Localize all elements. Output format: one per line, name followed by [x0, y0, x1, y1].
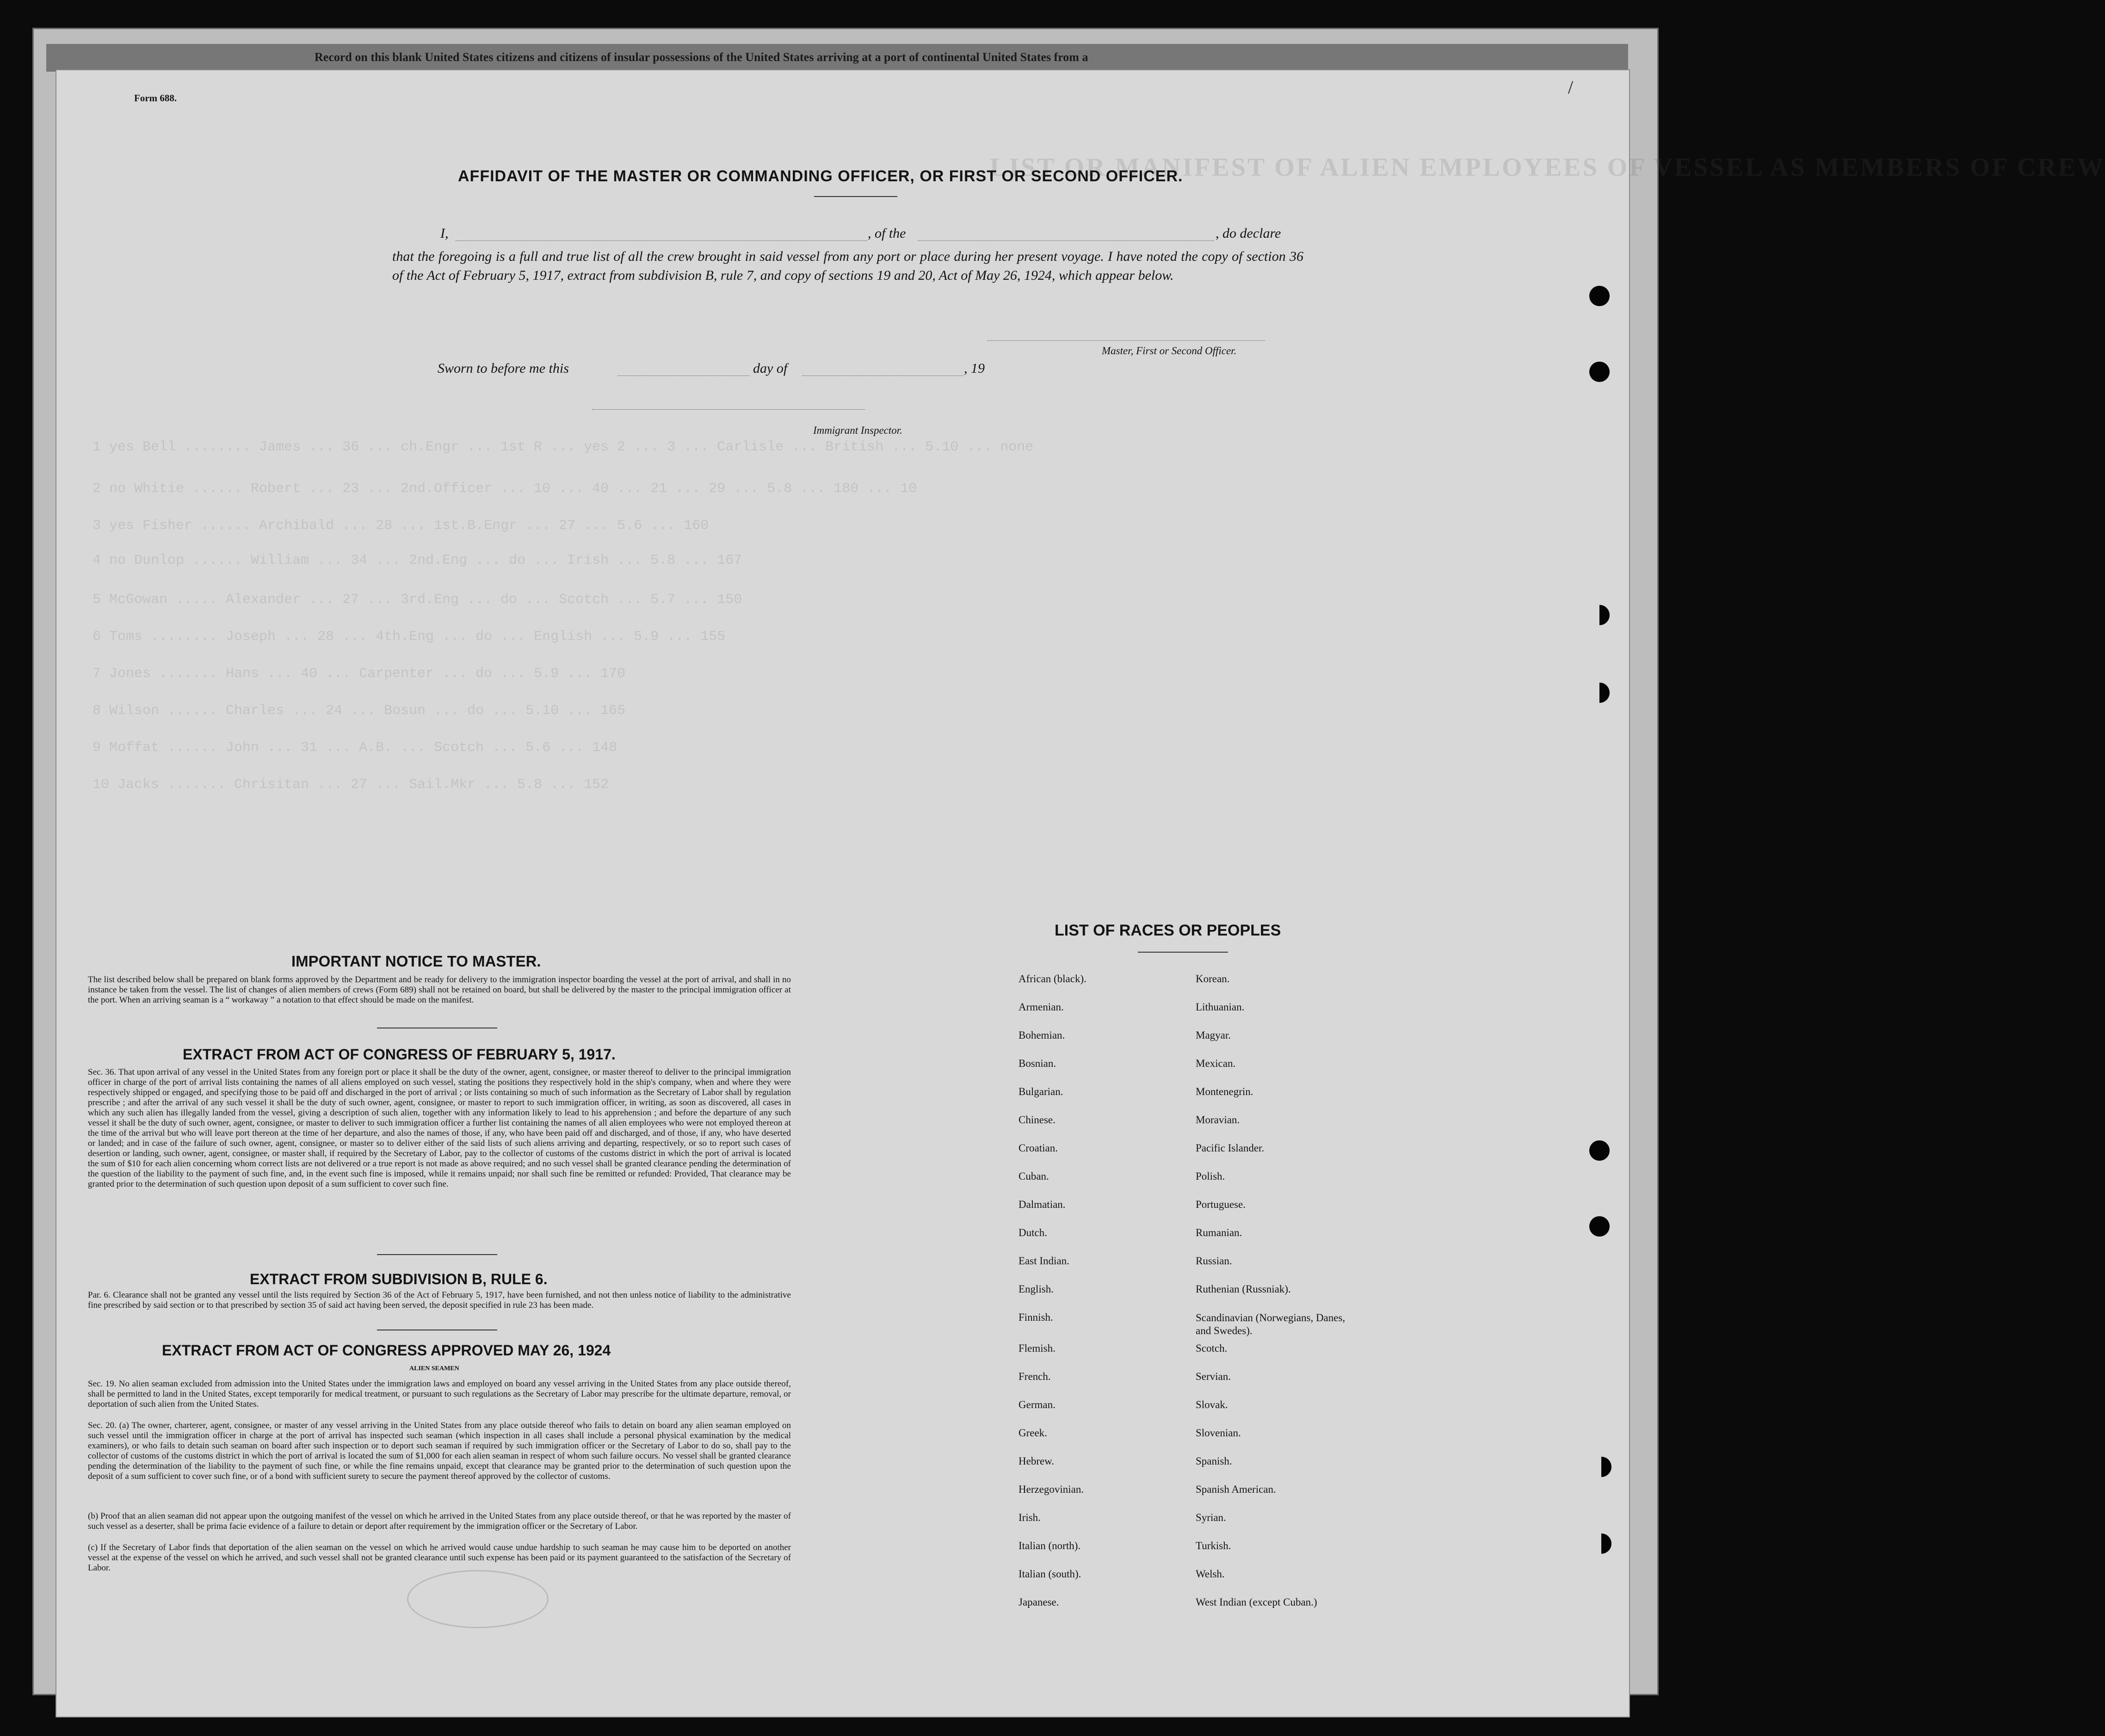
race-item: Bohemian. — [1019, 1029, 1065, 1041]
race-item: Spanish American. — [1196, 1484, 1276, 1495]
master-signature-line — [988, 340, 1265, 341]
race-item: Bosnian. — [1019, 1058, 1056, 1069]
master-signature-label: Master, First or Second Officer. — [1102, 345, 1237, 357]
bleed-through-line: 1 yes Bell ........ James ... 36 ... ch.Engr ... 1st R ... yes 2 ... 3 ... Carlisle ... British ... 5.10 ... none — [93, 439, 1034, 455]
race-item: Rumanian. — [1196, 1227, 1242, 1238]
affidavit-declarant-mid: , of the — [868, 226, 906, 241]
binder-hole — [1589, 362, 1610, 382]
form-number: Form 688. — [134, 92, 177, 104]
race-item: German. — [1019, 1399, 1056, 1410]
extract-1924-sec20b: (b) Proof that an alien seaman did not appear upon the outgoing manifest of the vessel on which he arrived in the United States from any place outside thereof, or that he was reported by the master of such vessel as a deserter, shall be prima facie evidence of a failure to detain or deport after requirement by the immigration officer or the Secretary of Labor. — [88, 1511, 791, 1531]
race-item: East Indian. — [1019, 1255, 1069, 1267]
binder-hole — [1589, 1216, 1610, 1237]
race-item: Japanese. — [1019, 1596, 1059, 1608]
race-item: Dalmatian. — [1019, 1199, 1066, 1210]
race-item: Dutch. — [1019, 1227, 1047, 1238]
bleed-through-line: 5 McGowan ..... Alexander ... 27 ... 3rd.Eng ... do ... Scotch ... 5.7 ... 150 — [93, 592, 742, 608]
inspector-signature-line — [592, 409, 865, 410]
race-item: Moravian. — [1196, 1114, 1240, 1126]
race-item: Pacific Islander. — [1196, 1142, 1265, 1154]
bleed-through-line: 3 yes Fisher ...... Archibald ... 28 ... 1st.B.Engr ... 27 ... 5.6 ... 160 — [93, 518, 709, 534]
declarant-name-blank — [456, 240, 867, 241]
race-item: West Indian (except Cuban.) — [1196, 1596, 1317, 1608]
race-item: Servian. — [1196, 1371, 1231, 1382]
bleed-through-heading: LIST OR MANIFEST OF ALIEN EMPLOYEES OF VESSEL AS MEMBERS OF CREW — [990, 153, 2105, 182]
sworn-statement-day: day of — [753, 361, 788, 376]
binder-hole — [1589, 683, 1610, 703]
bleed-through-line: 10 Jacks ....... Chrisitan ... 27 ... Sail.Mkr ... 5.8 ... 152 — [93, 777, 609, 793]
race-item: Bulgarian. — [1019, 1086, 1063, 1097]
race-item: French. — [1019, 1371, 1051, 1382]
race-item: Slovenian. — [1196, 1427, 1241, 1439]
underlying-header-text: Record on this blank United States citizens and citizens of insular possessions of the United States arriving at a port of continental United States from a — [315, 50, 1088, 64]
race-item: Polish. — [1196, 1170, 1225, 1182]
race-item: Scotch. — [1196, 1342, 1228, 1354]
pencil-mark: / — [1568, 77, 1574, 98]
divider — [1138, 952, 1228, 953]
race-item: Slovak. — [1196, 1399, 1228, 1410]
binder-hole — [1589, 1140, 1610, 1161]
race-item: Hebrew. — [1019, 1455, 1055, 1467]
underlying-header-strip — [46, 44, 1628, 72]
binder-hole — [1589, 605, 1610, 625]
race-item: Magyar. — [1196, 1029, 1231, 1041]
sworn-statement-year: , 19 — [964, 361, 985, 376]
sworn-statement-start: Sworn to before me this — [438, 361, 569, 376]
race-item: Finnish. — [1019, 1311, 1053, 1323]
race-item: Italian (north). — [1019, 1540, 1081, 1551]
race-item: Turkish. — [1196, 1540, 1231, 1551]
bleed-through-line: 4 no Dunlop ...... William ... 34 ... 2nd.Eng ... do ... Irish ... 5.8 ... 167 — [93, 553, 742, 568]
extract-1924-sec20a: Sec. 20. (a) The owner, charterer, agent, consignee, or master of any vessel arriving in the United States from any place outside thereof who fails to detain on board any alien seaman employed on such vessel until the immigration officer in charge at the port of arrival has inspected such seaman (which inspection in all cases shall include a personal physical examination by the medical examiners), or who fails to detain such seaman on board after such inspection or to deport such seaman if required by such immigration officer or the Secretary of Labor to do so, shall pay to the collector of customs of the customs district in which the port of arrival is located the sum of $1,000 for each alien seaman in respect of whom such failure occurs. No vessel shall be granted clearance pending the determination of the liability to the payment of such fine, or while the fine remains unpaid, except that clearance may be granted prior to the determination of such question upon the deposit of a sum sufficient to cover such fine, or of a bond with sufficient surety to secure the payment thereof approved by the collector of customs. — [88, 1421, 791, 1481]
extract-1924-sec20c: (c) If the Secretary of Labor finds that deportation of the alien seaman on the vessel on which he arrived would cause undue hardship to such seaman he may cause him to be deported on another vessel at the expense of the vessel on which he arrived, and such vessel shall not be granted clearance until such expense has been paid or its payment guaranteed to the satisfaction of the Secretary of Labor. — [88, 1543, 791, 1573]
race-item: Welsh. — [1196, 1568, 1225, 1580]
extract-1924-title: EXTRACT FROM ACT OF CONGRESS APPROVED MAY 26, 1924 — [162, 1342, 611, 1359]
faded-stamp — [407, 1570, 549, 1628]
race-item: Montenegrin. — [1196, 1086, 1253, 1097]
race-item: Spanish. — [1196, 1455, 1232, 1467]
races-left-column — [1019, 973, 1086, 1625]
race-item: Croatian. — [1019, 1142, 1058, 1154]
races-right-column — [1196, 973, 1362, 1625]
extract-1924-sec19: Sec. 19. No alien seaman excluded from admission into the United States under the immigration laws and employed on board any vessel arriving in the United States from any place outside thereof, shall be permitted to land in the United States, except temporarily for medical treatment, or pursuant to such regulations as the Secretary of Labor may prescribe for the ultimate departure, removal, or deportation of such alien from the United States. — [88, 1379, 791, 1409]
race-item: Greek. — [1019, 1427, 1047, 1439]
inspector-signature-label: Immigrant Inspector. — [813, 425, 902, 436]
race-item: English. — [1019, 1283, 1054, 1295]
affidavit-declarant-start: I, — [440, 226, 449, 241]
affidavit-body: that the foregoing is a full and true list of all the crew brought in said vessel from any port or place during her present voyage. I have noted the copy of section 36 of the Act of February 5, 1917, extract from subdivision B, rule 7, and copy of sections 19 and 20, Act of May 26, 1924, which appear below. — [392, 249, 1303, 283]
race-item: Cuban. — [1019, 1170, 1049, 1182]
notice-title: IMPORTANT NOTICE TO MASTER. — [291, 953, 541, 970]
race-item: Lithuanian. — [1196, 1001, 1245, 1013]
rule6-title: EXTRACT FROM SUBDIVISION B, RULE 6. — [250, 1271, 548, 1287]
affidavit-declarant-end: , do declare — [1216, 226, 1281, 241]
race-item: Ruthenian (Russniak). — [1196, 1283, 1291, 1295]
race-item: Scandinavian (Norwegians, Danes, and Swedes). — [1196, 1312, 1346, 1336]
race-item: Armenian. — [1019, 1001, 1064, 1013]
race-item: Korean. — [1196, 973, 1230, 985]
race-item: Flemish. — [1019, 1342, 1056, 1354]
bleed-through-line: 9 Moffat ...... John ... 31 ... A.B. ... Scotch ... 5.6 ... 148 — [93, 740, 617, 756]
race-item: Russian. — [1196, 1255, 1232, 1267]
divider — [377, 1254, 497, 1255]
affidavit-title: AFFIDAVIT OF THE MASTER OR COMMANDING OFFICER, OR FIRST OR SECOND OFFICER. — [458, 167, 1183, 185]
races-title: LIST OF RACES OR PEOPLES — [1055, 922, 1281, 939]
binder-hole — [1589, 286, 1610, 306]
divider — [814, 196, 897, 197]
extract-1917-text: Sec. 36. That upon arrival of any vessel in the United States from any foreign port or place it shall be the duty of the owner, agent, consignee, or master thereof to deliver to the principal immigration officer in charge of the port of arrival lists containing the names of all aliens employed on such vessel, stating the positions they respectively hold in the ship's company, when and where they were respectively shipped or engaged, and specifying those to be paid off and discharged in the port of arrival ; or lists containing so much of such information as the Secretary of Labor shall by regulation prescribe ; and after the arrival of any such vessel it shall be the duty of such owner, agent, consignee, or master to report to such immigration officer, in writing, as soon as discovered, all cases in which any such alien has illegally landed from the vessel, giving a description of such alien, together with any information likely to lead to his apprehension ; and before the departure of any such vessel it shall be the duty of such owner, agent, consignee, or master to deliver to such immigration officer a further list containing the names of all alien employees who were not employed thereon at the time of the arrival but who will leave port thereon at the time of her departure, and also the names of those, if any, who have been paid off and discharged, and of those, if any, who have deserted or landed; and in case of the failure of such owner, agent, consignee, or master so to deliver either of the said lists of such aliens arriving and departing, respectively, or so to report such cases of desertion or landing, such owner, agent, consignee, or master shall, if required by the Secretary of Labor, pay to the collector of customs of the customs district in which the port of arrival is located the sum of $10 for each alien concerning whom correct lists are not delivered or a true report is not made as above required; and no such vessel shall be granted clearance pending the determination of the question of the liability to the payment of such fine, and, in the event such fine is imposed, while it remains unpaid; nor shall such fine be remitted or refunded: Provided, That clearance may be granted prior to the determination of such question upon deposit of a sum sufficient to cover such fine. — [88, 1067, 791, 1189]
rule6-text: Par. 6. Clearance shall not be granted any vessel until the lists required by Section 36 of the Act of February 5, 1917, have been furnished, and not then unless notice of liability to the administrative fine prescribed by said section or to that prescribed by section 35 of said act having been served, the deposit specified in rule 23 has been made. — [88, 1290, 791, 1310]
race-item: Mexican. — [1196, 1058, 1236, 1069]
race-item: Irish. — [1019, 1512, 1041, 1523]
race-item: Chinese. — [1019, 1114, 1056, 1126]
race-item: Herzegovinian. — [1019, 1484, 1084, 1495]
bleed-through-line: 7 Jones ....... Hans ... 40 ... Carpenter ... do ... 5.9 ... 170 — [93, 666, 626, 682]
race-item: Syrian. — [1196, 1512, 1226, 1523]
race-item: Portuguese. — [1196, 1199, 1246, 1210]
bleed-through-line: 6 Toms ........ Joseph ... 28 ... 4th.Eng ... do ... English ... 5.9 ... 155 — [93, 629, 726, 645]
race-item: Italian (south). — [1019, 1568, 1081, 1580]
race-item: African (black). — [1019, 973, 1086, 985]
extract-1924-subtitle: ALIEN SEAMEN — [409, 1365, 459, 1372]
binder-hole — [1591, 1457, 1611, 1477]
binder-hole — [1591, 1533, 1611, 1554]
bleed-through-line: 8 Wilson ...... Charles ... 24 ... Bosun ... do ... 5.10 ... 165 — [93, 703, 626, 719]
vessel-name-blank — [918, 240, 1214, 241]
notice-text: The list described below shall be prepared on blank forms approved by the Department and be ready for delivery to the immigration inspector boarding the vessel at the port of arrival, and shall in no instance be taken from the vessel. The list of changes of alien members of crews (Form 689) shall not be retained on board, but shall be delivered by the master to the principal immigration officer at the port. When an arriving seaman is a “ workaway ” a notation to that effect should be made on the manifest. — [88, 975, 791, 1005]
extract-1917-title: EXTRACT FROM ACT OF CONGRESS OF FEBRUARY 5, 1917. — [183, 1046, 616, 1063]
bleed-through-line: 2 no Whitie ...... Robert ... 23 ... 2nd.Officer ... 10 ... 40 ... 21 ... 29 ... 5.8 ... 180 ... 10 — [93, 481, 917, 497]
